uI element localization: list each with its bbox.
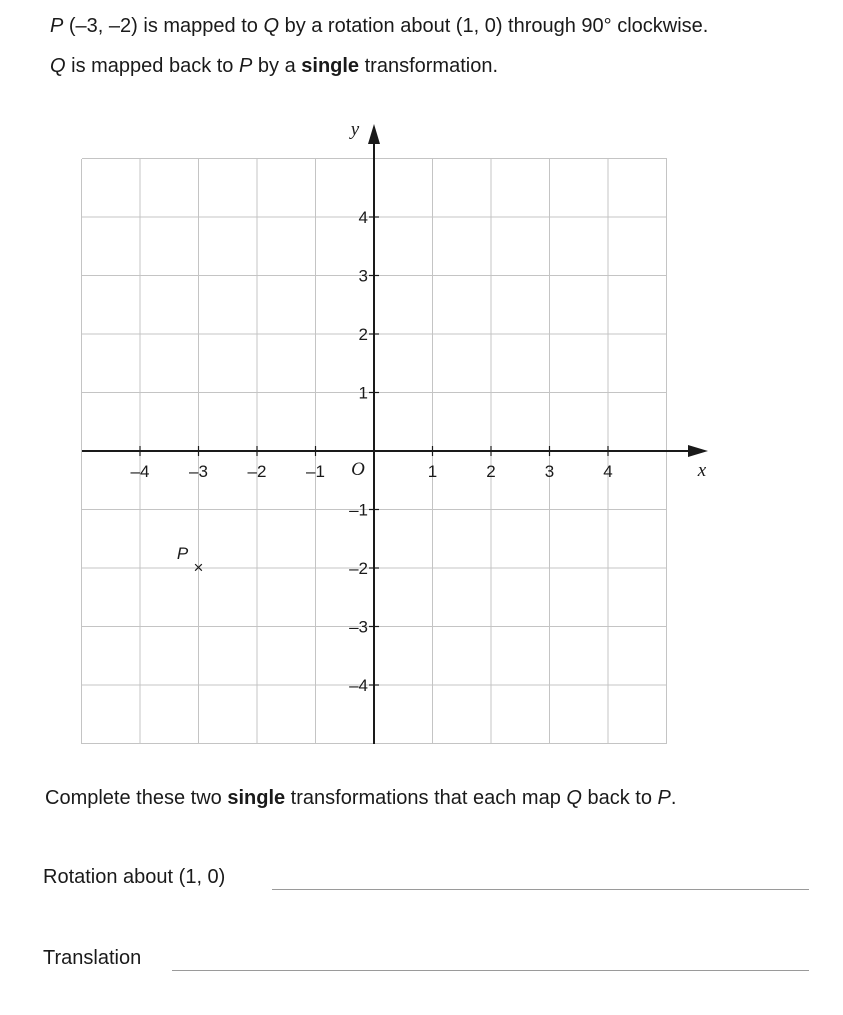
x-tick-label: –1	[306, 462, 325, 481]
x-axis-label: x	[697, 460, 707, 481]
translation-answer-label: Translation	[43, 947, 142, 969]
question-text: is mapped back to	[65, 55, 239, 77]
translation-answer-field[interactable]	[172, 970, 809, 971]
x-tick-label: –2	[247, 462, 267, 481]
instruction-part: back to	[581, 787, 658, 809]
instruction-part: .	[670, 787, 677, 809]
point-marker-cross-icon: ×	[193, 558, 204, 577]
x-tick-label: –3	[189, 462, 208, 481]
x-tick-label: 3	[544, 462, 555, 481]
rotation-answer-field[interactable]	[272, 889, 809, 890]
rotation-answer-label: Rotation about (1, 0)	[43, 866, 226, 888]
plotted-points	[177, 544, 204, 577]
x-axis-arrow-icon	[688, 445, 708, 457]
point-p-label: P	[50, 15, 64, 37]
y-tick-label: 3	[358, 266, 368, 286]
y-axis-arrow-icon	[368, 124, 380, 144]
question-text: transformation.	[359, 55, 499, 77]
emphasis-single: single	[301, 55, 360, 77]
x-tick-label: 1	[427, 462, 438, 481]
y-tick-label: –3	[349, 617, 368, 637]
y-tick-label: 4	[358, 208, 368, 227]
question-text: by a	[252, 55, 302, 77]
question-text: by a rotation about (1, 0) through 90° clockwise.	[279, 15, 709, 37]
x-tick-label: 4	[603, 462, 613, 481]
y-tick-label: –1	[349, 500, 368, 520]
instruction-part: Complete these two	[45, 787, 228, 809]
axes	[82, 119, 708, 744]
origin-label: O	[351, 459, 365, 480]
x-tick-label: 2	[486, 462, 496, 481]
question-text: (–3, –2) is mapped to	[63, 15, 264, 37]
point-q-label: Q	[50, 55, 66, 77]
instruction-text	[45, 786, 676, 810]
y-tick-label: 2	[358, 325, 368, 344]
y-axis-label: y	[350, 119, 360, 140]
y-tick-label: 1	[358, 383, 368, 403]
y-tick-label: –2	[349, 559, 368, 578]
point-q-label: Q	[566, 787, 582, 809]
x-tick-label: –4	[130, 462, 150, 481]
point-p-label: P	[239, 55, 253, 77]
instruction-part: transformations that each map	[285, 787, 567, 809]
point-label: P	[176, 544, 189, 563]
y-tick-label: –4	[349, 676, 368, 695]
emphasis-single: single	[227, 787, 286, 809]
point-p-label: P	[657, 787, 671, 809]
point-q-label: Q	[263, 15, 280, 37]
